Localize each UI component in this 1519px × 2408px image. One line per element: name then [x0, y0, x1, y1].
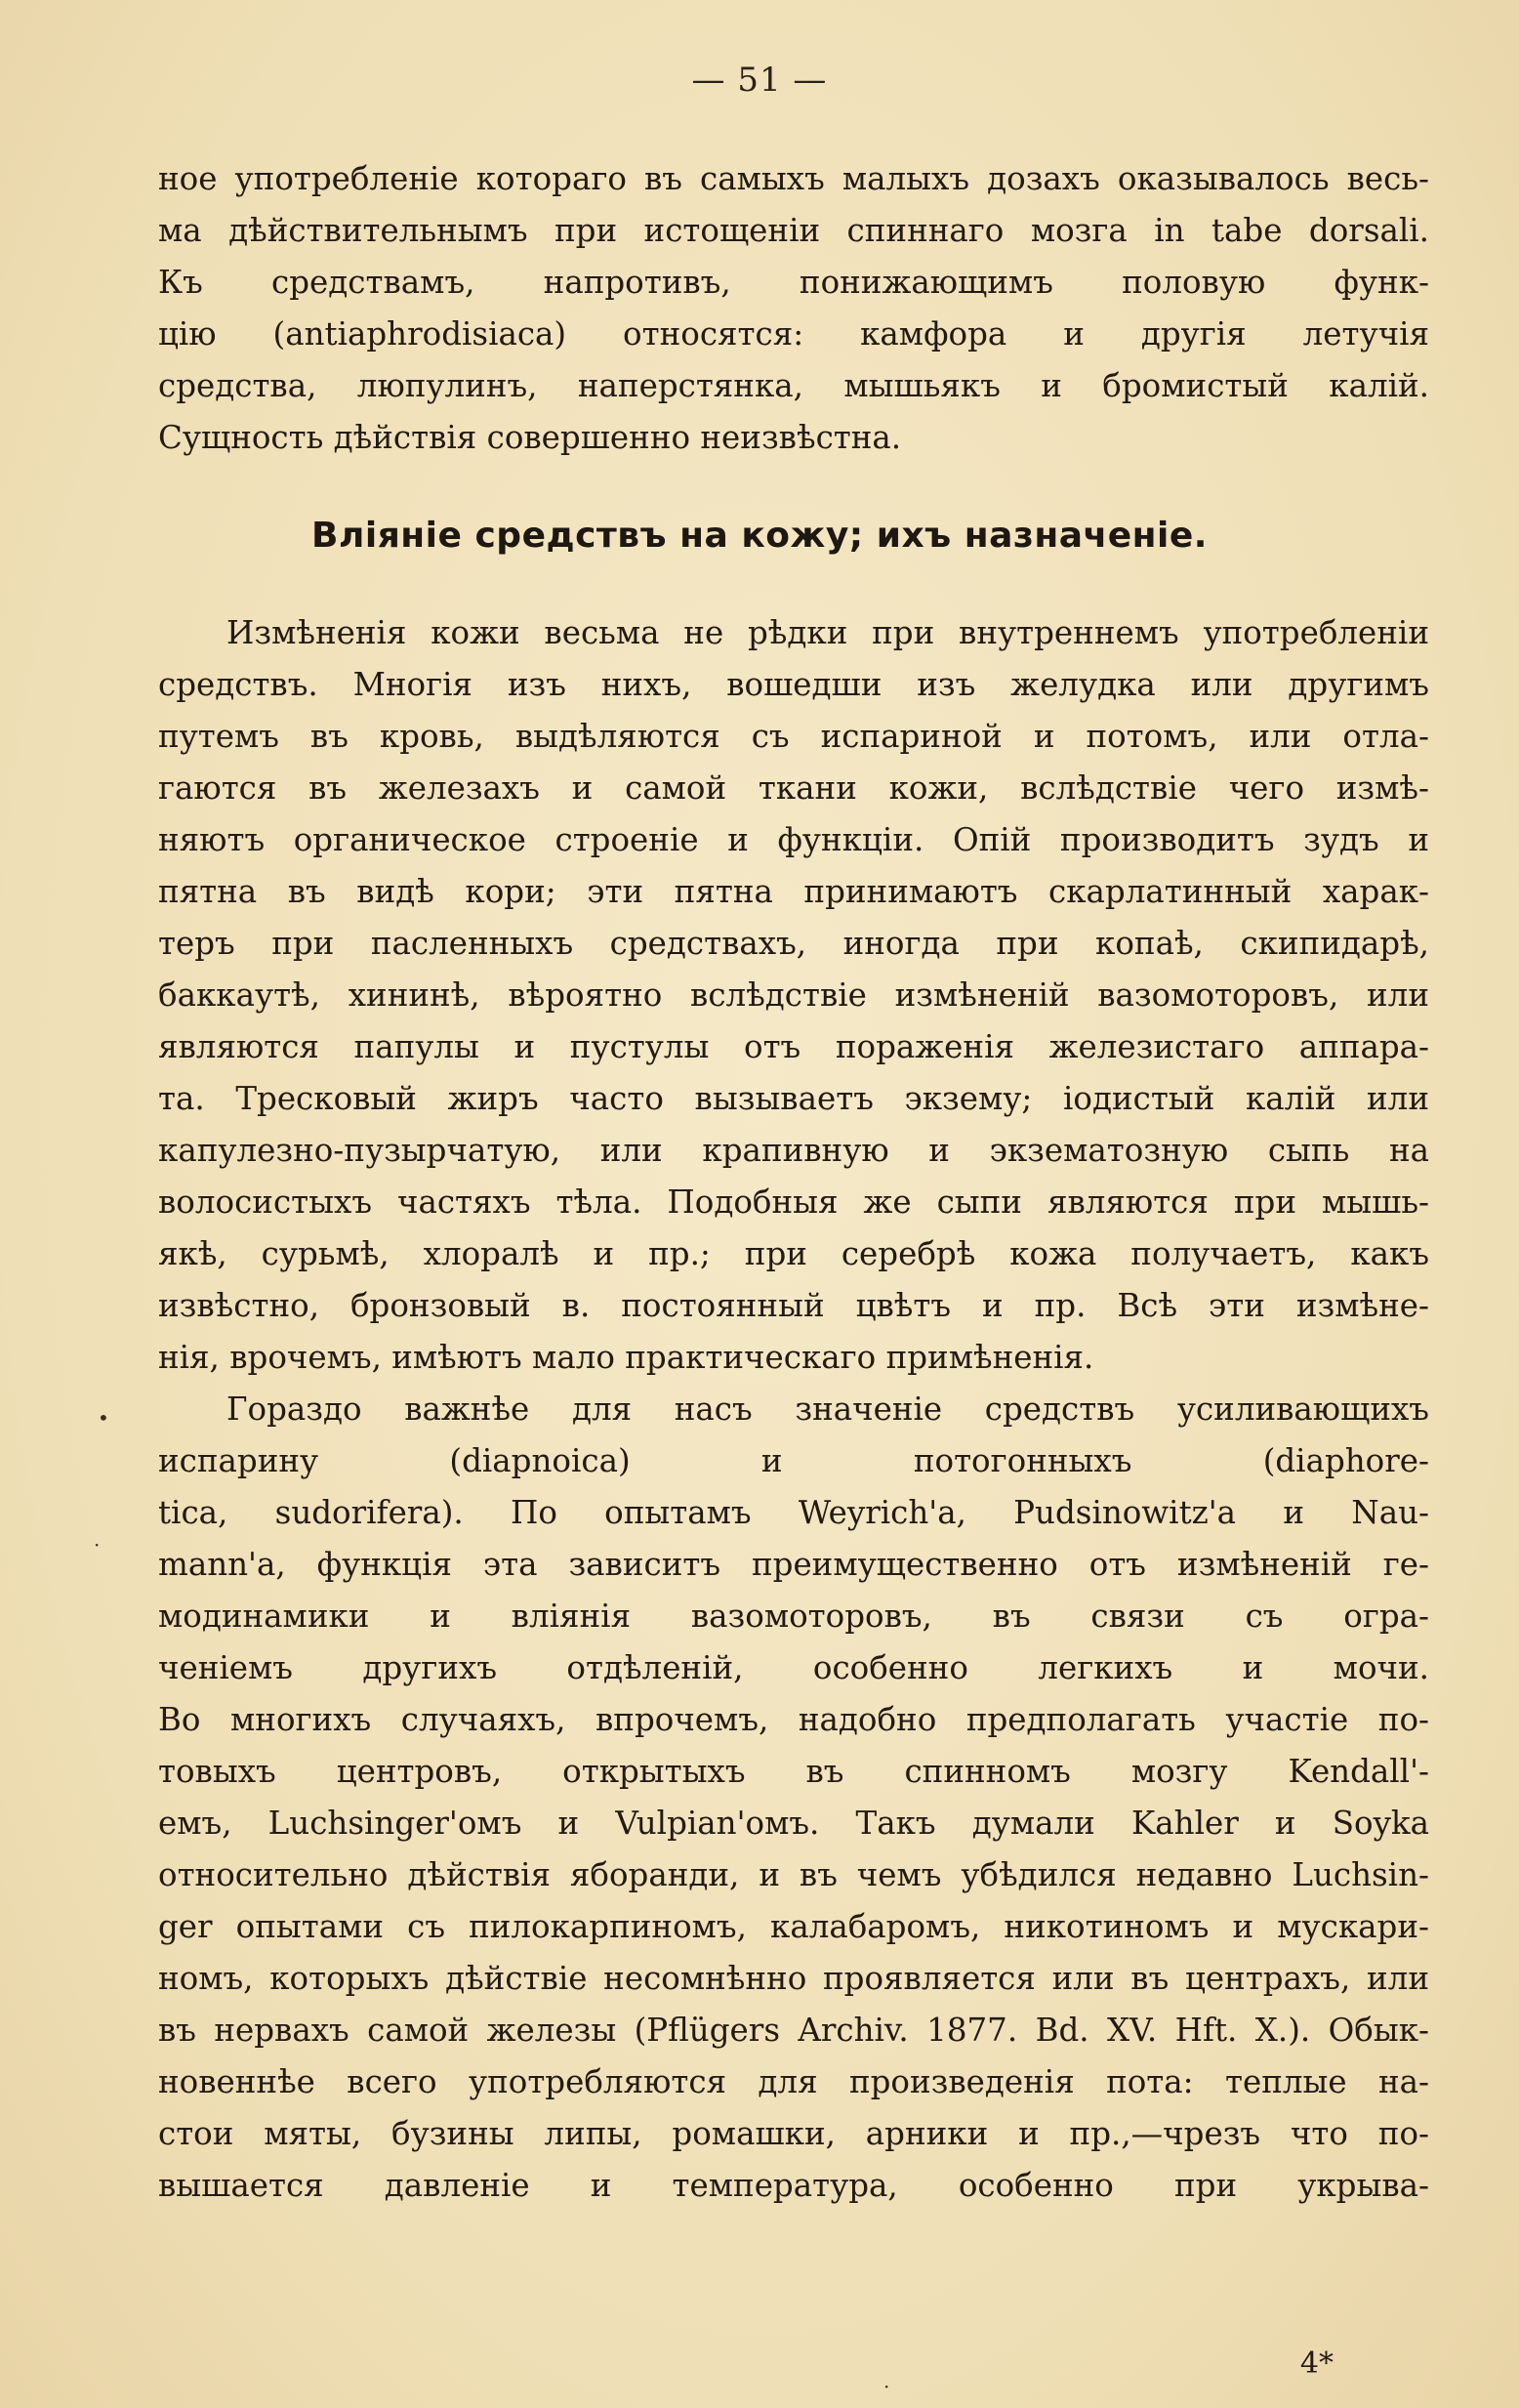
text-line: являются папулы и пустулы отъ пораженія железистаго аппара- [158, 1028, 1429, 1065]
text-line: капулезно-пузырчатую, или крапивную и экзематозную сыпь на [158, 1132, 1429, 1169]
text-line: ное употребленіе котораго въ самыхъ малыхъ дозахъ оказывалось весь- [158, 160, 1429, 197]
text-line: номъ, которыхъ дѣйствіе несомнѣнно проявляется или въ центрахъ, или [158, 1960, 1429, 1997]
text-line: средствъ. Многія изъ нихъ, вошедши изъ желудка или другимъ [158, 666, 1429, 703]
text-line: Къ средствамъ, напротивъ, понижающимъ половую функ- [158, 264, 1429, 301]
text-line: средства, люпулинъ, наперстянка, мышьякъ и бромистый калій. [158, 367, 1429, 404]
text-line: та. Тресковый жиръ часто вызываетъ экзему; іодистый калій или [158, 1080, 1429, 1117]
text-line: mann'а, функція эта зависитъ преимущественно отъ измѣненій ге- [158, 1546, 1429, 1583]
text-line: емъ, Luchsinger'омъ и Vulpian'омъ. Такъ думали Kahler и Soyka [158, 1805, 1429, 1842]
text-line: въ нервахъ самой железы (Pflügers Archiv. 1877. Bd. XV. Hft. X.). Обык- [158, 2012, 1429, 2049]
printer-signature: 4* [1299, 2346, 1334, 2381]
ink-speck: · [883, 2375, 890, 2398]
ink-speck: • [98, 1406, 109, 1430]
text-line: товыхъ центровъ, открытыхъ въ спинномъ мозгу Kendall'- [158, 1753, 1429, 1790]
text-line: волосистыхъ частяхъ тѣла. Подобныя же сыпи являются при мышь- [158, 1183, 1429, 1221]
ink-speck: · [94, 1533, 101, 1557]
text-line: ченіемъ другихъ отдѣленій, особенно легкихъ и мочи. [158, 1649, 1429, 1686]
text-line: няютъ органическое строеніе и функціи. Опій производитъ зудъ и [158, 821, 1429, 858]
text-line: извѣстно, бронзовый в. постоянный цвѣтъ и пр. Всѣ эти измѣне- [158, 1287, 1429, 1324]
text-line: путемъ въ кровь, выдѣляются съ испариной и потомъ, или отла- [158, 718, 1429, 755]
text-line: ма дѣйствительнымъ при истощеніи спиннаго мозга in tabe dorsali. [158, 212, 1429, 249]
text-line: испарину (diapnoica) и потогонныхъ (diaphore- [158, 1442, 1429, 1479]
text-line: нія, врочемъ, имѣютъ мало практическаго примѣненія. [158, 1339, 1094, 1376]
text-line: tica, sudorifera). По опытамъ Weyrich'а, Pudsinowitz'а и Nau- [158, 1494, 1429, 1531]
text-line: вышается давленіе и температура, особенно при укрыва- [158, 2167, 1429, 2204]
text-line: стои мяты, бузины липы, ромашки, арники и пр.,—чрезъ что по- [158, 2115, 1429, 2152]
text-line: относительно дѣйствія яборанди, и въ чемъ убѣдился недавно Luchsin- [158, 1856, 1429, 1893]
text-line: Во многихъ случаяхъ, впрочемъ, надобно предполагать участіе по- [158, 1701, 1429, 1738]
text-line: Гораздо важнѣе для насъ значеніе средствъ усиливающихъ [226, 1391, 1429, 1428]
text-line: пятна въ видѣ кори; эти пятна принимаютъ скарлатинный харак- [158, 873, 1429, 910]
text-line: Сущность дѣйствія совершенно неизвѣстна. [158, 419, 902, 456]
text-line: баккаутѣ, хининѣ, вѣроятно вслѣдствіе измѣненій вазомоторовъ, или [158, 976, 1429, 1014]
text-line: Измѣненія кожи весьма не рѣдки при внутреннемъ употребленіи [226, 614, 1429, 651]
main-text [158, 607, 1429, 2212]
text-line: ger опытами съ пилокарпиномъ, калабаромъ, никотиномъ и мускари- [158, 1908, 1429, 1945]
section-heading: Вліяніе средствъ на кожу; ихъ назначеніе. [311, 516, 1208, 556]
text-line: цію (antiaphrodisiaca) относятся: камфора и другія летучія [158, 315, 1429, 353]
text-line: гаются въ железахъ и самой ткани кожи, вслѣдствіе чего измѣ- [158, 769, 1429, 807]
text-line: модинамики и вліянія вазомоторовъ, въ связи съ огра- [158, 1598, 1429, 1635]
text-line: якѣ, сурьмѣ, хлоралѣ и пр.; при серебрѣ кожа получаетъ, какъ [158, 1235, 1429, 1272]
text-line: новеннѣе всего употребляются для произведенія пота: теплые на- [158, 2063, 1429, 2100]
page-number: — 51 — [691, 61, 828, 100]
text-line: теръ при пасленныхъ средствахъ, иногда при копаѣ, скипидарѣ, [158, 925, 1429, 962]
intro-paragraph [158, 153, 1429, 464]
